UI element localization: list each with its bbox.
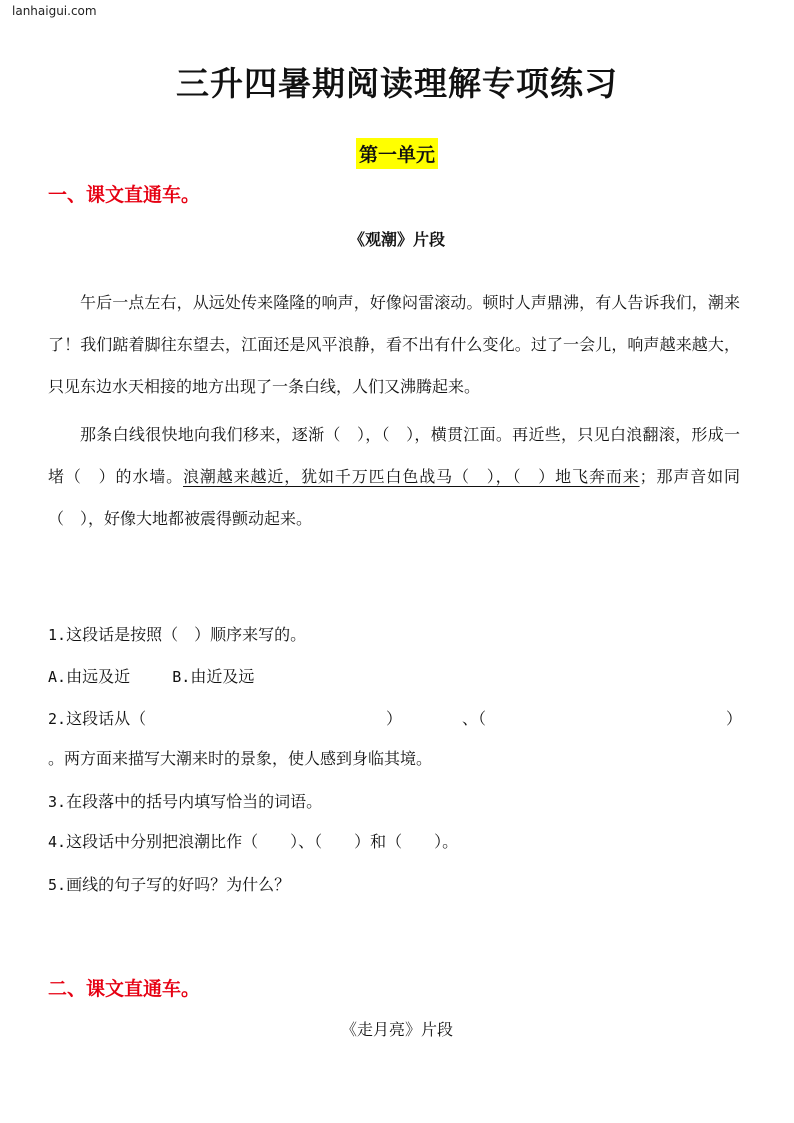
question-3-text: 在段落中的括号内填写恰当的词语。 [66,792,323,811]
question-1-text: 这段话是按照（ ）顺序来写的。 [66,625,307,644]
question-2-number: 2. [48,710,67,728]
question-1 [48,622,748,645]
option-b-text: 由近及远 [190,667,255,686]
question-2-close-1: ） [386,709,403,728]
question-4 [48,829,748,852]
passage-title-1: 《观潮》片段 [348,230,445,249]
question-3 [48,789,748,812]
option-a-text: 由远及近 [66,667,131,686]
option-b-label: B. [172,668,191,686]
question-5 [48,872,748,895]
paragraph-2-text-a: 那条白线很快地向我们移来，逐渐（ ），（ ），横贯江面。再近些，只见白浪翻滚，形成一堵（ ）的水墙。 [48,425,740,486]
option-a-label: A. [48,668,67,686]
paragraph-1: 午后一点左右，从远处传来隆隆的响声，好像闷雷滚动。顿时人声鼎沸，有人告诉我们，潮来了！我们踮着脚往东望去，江面还是风平浪静，看不出有什么变化。过了一会儿，响声越来越大，只见东边水天相接的地方出现了一条白线，人们又沸腾起来。 [48,293,740,396]
question-1-options [48,664,748,687]
question-2-open-2: 、（ [462,709,487,728]
paragraph-2 [48,414,740,540]
section-heading-2: 二、课文直通车。 [48,978,201,1000]
unit-heading-container [0,138,794,169]
question-5-number: 5. [48,876,67,894]
question-2 [48,706,748,729]
paragraph-2-text-b: ；那声音如同（ ），好像大地都被震得颤动起来。 [48,467,740,528]
question-2-close-2: ） [726,709,743,728]
underlined-sentence: 浪潮越来越近，犹如千万匹白色战马（ ），（ ）地飞奔而来 [183,467,640,486]
page-title: 三升四暑期阅读理解专项练习 [176,64,618,103]
question-1-number: 1. [48,626,67,644]
unit-heading: 第一单元 [356,138,438,169]
site-watermark: lanhaigui.com [12,4,97,18]
question-4-number: 4. [48,833,67,851]
question-2-open-1: 这段话从（ [66,709,147,728]
question-3-number: 3. [48,793,67,811]
passage-title-2: 《走月亮》片段 [340,1020,453,1039]
question-4-text: 这段话中分别把浪潮比作（ ）、（ ）和（ ）。 [66,832,459,851]
question-2-continuation: 。两方面来描写大潮来时的景象，使人感到身临其境。 [48,749,433,768]
section-heading-1: 一、课文直通车。 [48,184,201,206]
question-5-text: 画线的句子写的好吗？为什么？ [66,875,291,894]
passage-text-1 [48,282,740,540]
